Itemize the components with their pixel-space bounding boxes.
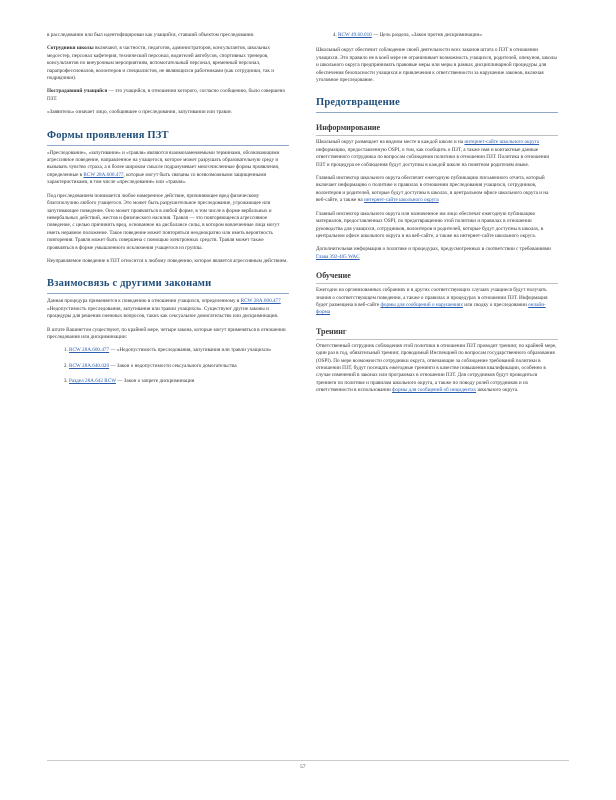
informing-paragraph-1-text: Школьный округ размещает на видном месте в каждой школе и на [316,139,464,146]
education-paragraph-tail: или сводку о преследовании [462,301,527,308]
list-item-1-text: — «Недопустимость преследования, запугивания или травли учащихся» [109,347,272,354]
list-item [69,363,289,370]
online-form-link[interactable]: онлайн-форма [316,301,546,316]
informing-paragraph-1-tail: информацию, предоставленную OSPI, о том, как сообщить о ПЗТ, а также имя и контактные данные ответственного сотрудника по вопросам соблюдения политики в отношении ПЗТ. Политика в отношении ПЗТ и процедура ее соблюдения будут доступны в каждой школе на понятном родителям языке. [316,146,550,168]
forms-paragraph-1-text: «Преследование», «запугивание» и «травля» являются взаимозаменяемыми терминами, обозначающими агрессивное поведение, направленное на учащегося, которое может разрушать образовательную среду и вызывать чувство страха, а в более широком смысле подразумевает многочисленные формы проявления, определенные в [47,149,280,178]
intro-paragraph-3 [47,88,289,103]
informing-paragraph-1 [316,139,558,169]
term-reporter: «Заявитель» [47,109,75,116]
page-number: 57 [300,764,306,770]
right-column [316,32,558,401]
relationship-heading: Взаимосвязь с другими законами [47,277,289,294]
intro-paragraph-2-text: включают, в частности, педагогов, администраторов, консультантов, школьных медсестер, персонал кафетерия, технический персонал, водителей автобусов, спортивных тренеров, консультантов по внеурочным мероприятиям, вспомогательный персонал, временный персонал, парапрофессионалов, волонтеров и специалистов, не являющихся работниками (как сотрудники, так и подрядчики). [47,45,274,82]
informing-paragraph-3: Главный инспектор школьного округа или назначенное им лицо обеспечат ежегодную публикацию материалов, предоставленных OSPI, по предотвращению этой политики и правилах в отношении руководства для учащихся, сотрудников, волонтеров и родителей, которые будут доступны в школах, в центральном офисе школьного округа и на веб-сайте, а также на интернет-сайте школьного округа. [316,210,544,239]
rcw-477-link-2[interactable]: RCW 28A.600.477 [240,298,281,305]
term-targeted-student: Пострадавший учащийся [47,88,108,95]
list-item-2-text: — Закон о недопустимости сексуального домогательства [109,362,237,369]
informing-paragraph-4 [316,246,558,261]
district-website-link[interactable]: интернет-сайте школьного округа [464,139,540,146]
informing-paragraph-4-text: Дополнительная информация о политике и процедурах, предусмотренных в соответствии с требованиями [316,246,551,253]
education-heading: Обучение [316,271,558,284]
list-item-2-link[interactable]: RCW 28A.640.020 [69,362,110,369]
wac-link[interactable]: Глава 392-405 WAC [316,253,360,260]
list-item [338,32,558,39]
forms-heading: Формы проявления ПЗТ [47,129,289,146]
term-school-staff: Сотрудники школы [47,45,94,52]
list-item-3-text: — Закон о запрете дискриминации [116,378,195,385]
compliance-paragraph: Школьный округ обеспечит соблюдение своей деятельности всех законов штата о ПЗТ в отношении учащихся. Это правило не в коей мере не ограничивает возможность учащихся, родителей, опекунов, школы и школьного округа предпринимать правовые меры или меры в рамках дисциплинарной процедуры для обеспечения безопасности учащихся и привлечения к ответственности за нарушение законов, включая уголовное преследование. [316,47,557,84]
intro-paragraph-4-text: означает лицо, сообщившее о преследовании, запугивании или травле. [74,109,233,116]
training-heading: Тренинг [316,327,558,340]
informing-paragraph-2 [316,175,558,205]
informing-heading: Информирование [316,123,558,136]
training-paragraph [316,343,558,395]
laws-list [47,347,289,385]
training-paragraph-text: Ответственный сотрудник соблюдения этой политики в отношении ПЗТ проводит тренинг, по крайней мере, один раз в год, обязательный тренинг, проводимый Инспекцией по вопросам государственного образования (OSPI). По мере возможности сотрудники округа, отвечающие за соблюдение требований политики в отношении ПЗТ, будут посещать ежегодные тренинги в качестве повышения квалификации, особенно в случае изменений в законах или программах в отношении ПЗТ. Для сотрудников будут проводиться тренинги по политике и правилам школьного округа, а также по поводу ролей сотрудников и их ответственности в использовании [316,342,557,394]
district-website-link-2[interactable]: интернет-сайте школьного округа [363,197,439,204]
violation-form-link[interactable]: формы для сообщений о нарушениях [380,301,463,308]
education-paragraph [316,287,558,317]
list-item-4-link[interactable]: RCW 49.60.010 [338,32,372,38]
list-item-4-text: — Цель раздела, «Закон против дискриминации» [371,32,482,38]
forms-paragraph-3: Неуправляемое поведение в ПЗТ относится к любому поведению, которое является агрессивным действием. [47,257,288,264]
relationship-paragraph-1-tail: «Недопустимость преследования, запугивания или травли учащихся». Существуют другие законы и процедуры для решения смежных вопросов, таких как сексуальное домогательство или дискриминация. [47,305,279,320]
list-item [69,347,289,354]
training-paragraph-tail: школьного округа. [476,387,519,394]
intro-paragraph-1: в расследовании или был идентифицирован как учащийся, ставший объектом преследования. [47,32,255,38]
relationship-paragraph-1 [47,298,289,320]
laws-list-continued [316,32,558,39]
footer-rule [47,760,569,761]
forms-paragraph-2: Под преследованием понимается любое намеренное действие, причиняющее вред физическому благополучию любого учащегося. Это может быть разрушительное преследование, угрожающее или запугивающее поведение. Оно может проявляться в любой форме, в том числе в форме вербальных и невербальных действий, жестов и физического насилия. Травля — это повторяющееся агрессивное поведение, с целью причинить вред, основанное на дисбалансе силы, в котором вовлеченные лица могут иметь неравное положение. Такое поведение может повторяться неоднократно или иметь вероятность повторения. Травля может быть совершена с помощью электронных средств. Травля может также проявляться в форме умышленного исключения учащегося из группы. [47,192,280,251]
list-item [69,378,289,385]
informing-paragraph-2-text: Главный инспектор школьного округа обеспечит ежегодную публикацию письменного отчета, который включает информацию о политике и правилах в отношении преследования учащихся, сотрудников, волонтеров и родителей, которые будут доступны в школах, в центральном офисе школьного округа и на веб-сайте, а также на [316,175,549,204]
list-item-3-link[interactable]: Раздел 28A.642 RCW [69,378,117,385]
education-paragraph-text: Ежегодно на организованных собраниях и в других соответствующих случаях учащиеся будут получать знания о соответствующем поведении, а также о правилах и процедурах в отношении ПЗТ. Информация будет размещена в веб-сайте [316,287,548,308]
forms-paragraph-1-tail: , которые могут быть связаны со всевозможными защищенными характеристиками, в том числе «преследование» или «травля». [47,171,267,186]
incident-form-link[interactable]: формы для сообщений об инцидентах [392,387,477,394]
intro-paragraph-3-text: — это учащийся, в отношении которого, согласно сообщению, было совершено ПЗТ. [47,88,286,102]
list-item-1-link[interactable]: RCW 28A.600.477 [69,347,110,354]
intro-paragraph-4 [47,109,289,116]
forms-paragraph-1 [47,150,289,187]
left-column [47,32,289,394]
relationship-paragraph-2: В штате Вашингтон существуют, по крайней мере, четыре закона, которые могут применяться в отношении преследования или дискриминации: [47,326,286,340]
prevention-heading: Предотвращение [316,96,558,113]
rcw-477-link[interactable]: RCW 28A.600.477 [83,171,124,178]
intro-paragraph-2 [47,45,289,82]
relationship-paragraph-1-text: Данная процедура применяется к поведению в отношении учащихся, определенному в [47,298,240,305]
